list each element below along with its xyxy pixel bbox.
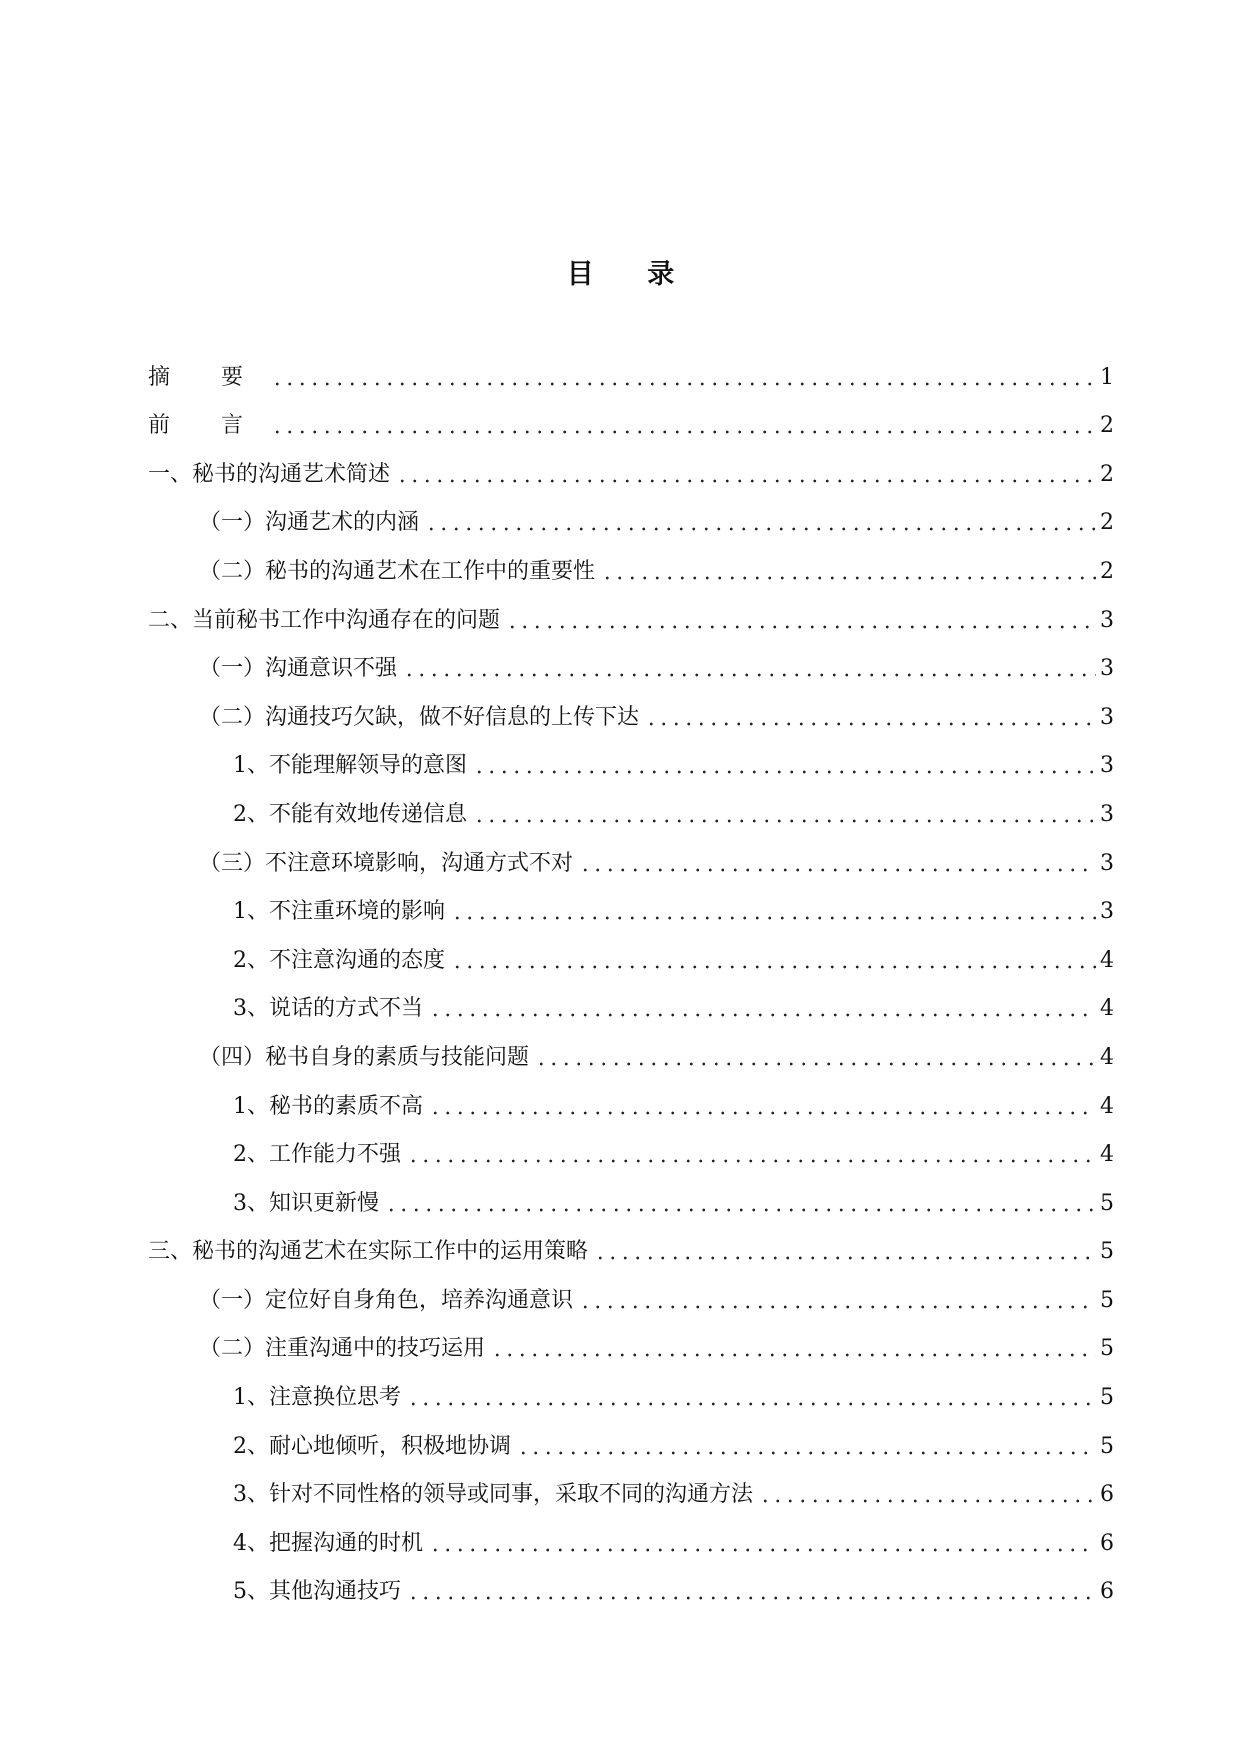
toc-entry-label: （三）不注意环境影响，沟通方式不对 (199, 850, 574, 876)
toc-entry-page-number: 4 (1100, 996, 1114, 1022)
toc-entry-label: （二）沟通技巧欠缺，做不好信息的上传下达 (199, 704, 640, 730)
toc-entry-label: （二）注重沟通中的技巧运用 (199, 1336, 486, 1362)
toc-entry-page-number: 5 (1100, 1239, 1114, 1265)
toc-entry[interactable] (148, 1122, 1114, 1171)
toc-entry-page-number: 5 (1100, 1287, 1114, 1313)
toc-entry[interactable] (148, 538, 1114, 587)
toc-entry-label: （四）秘书自身的素质与技能问题 (199, 1044, 530, 1070)
toc-entry-page-number: 6 (1100, 1530, 1114, 1556)
toc-entry-label: 三、秘书的沟通艺术在实际工作中的运用策略 (148, 1239, 589, 1265)
toc-entry[interactable] (148, 490, 1114, 539)
toc-leader-dots (645, 721, 1096, 727)
toc-leader-dots (407, 1401, 1096, 1407)
toc-entry[interactable] (148, 1413, 1114, 1462)
toc-entry-page-number: 4 (1100, 1093, 1114, 1119)
toc-entry-page-number: 5 (1100, 1433, 1114, 1459)
toc-leader-dots (451, 964, 1096, 970)
toc-entry[interactable] (148, 1316, 1114, 1365)
toc-entry-page-number: 3 (1100, 850, 1114, 876)
toc-entry-page-number: 3 (1100, 899, 1114, 925)
toc-entry-label: 一、秘书的沟通艺术简述 (148, 461, 391, 487)
toc-entry-label: （一）定位好自身角色，培养沟通意识 (199, 1287, 574, 1313)
toc-leader-dots (271, 429, 1096, 435)
toc-leader-dots (396, 478, 1096, 484)
toc-leader-dots (594, 1255, 1096, 1261)
toc-entry-label: 2、工作能力不强 (233, 1142, 401, 1168)
toc-entry-page-number: 3 (1100, 607, 1114, 633)
toc-entry-label: 3、说话的方式不当 (233, 996, 423, 1022)
toc-entry-page-number: 2 (1100, 461, 1114, 487)
toc-entry-page-number: 4 (1100, 1044, 1114, 1070)
toc-entry[interactable] (148, 879, 1114, 928)
toc-leader-dots (403, 672, 1096, 678)
toc-entry[interactable] (148, 587, 1114, 636)
toc-entry[interactable] (148, 684, 1114, 733)
toc-leader-dots (506, 624, 1096, 630)
toc-entry[interactable] (148, 1073, 1114, 1122)
toc-entry[interactable] (148, 393, 1114, 442)
toc-leader-dots (759, 1498, 1096, 1504)
toc-entry[interactable] (148, 976, 1114, 1025)
toc-entry-label: 2、不注意沟通的态度 (233, 947, 445, 973)
toc-entry-label: （二）秘书的沟通艺术在工作中的重要性 (199, 558, 596, 584)
toc-entry-label: （一）沟通艺术的内涵 (199, 510, 420, 536)
toc-entry[interactable] (148, 781, 1114, 830)
toc-entry[interactable] (148, 733, 1114, 782)
toc-entry-label: 1、注意换位思考 (233, 1385, 401, 1411)
toc-entry[interactable] (148, 1364, 1114, 1413)
toc-entry-label: 2、不能有效地传递信息 (233, 801, 467, 827)
toc-entry-page-number: 3 (1100, 801, 1114, 827)
toc-leader-dots (535, 1061, 1096, 1067)
toc-entry-page-number: 2 (1100, 413, 1114, 439)
toc-entry[interactable] (148, 1462, 1114, 1511)
toc-entry[interactable] (148, 1510, 1114, 1559)
toc-entry[interactable] (148, 927, 1114, 976)
toc-entry-page-number: 2 (1100, 510, 1114, 536)
toc-leader-dots (271, 381, 1096, 387)
toc-entry-label: 2、耐心地倾听，积极地协调 (233, 1433, 511, 1459)
toc-entry[interactable] (148, 344, 1114, 393)
toc-leader-dots (517, 1450, 1096, 1456)
toc-leader-dots (451, 915, 1096, 921)
toc-entry[interactable] (148, 441, 1114, 490)
toc-leader-dots (579, 867, 1096, 873)
toc-leader-dots (429, 1012, 1096, 1018)
toc-entry-page-number: 2 (1100, 558, 1114, 584)
toc-leader-dots (385, 1207, 1096, 1213)
toc-leader-dots (601, 575, 1096, 581)
toc-entry[interactable] (148, 1267, 1114, 1316)
toc-entry[interactable] (148, 1219, 1114, 1268)
toc-leader-dots (407, 1595, 1096, 1601)
toc-entry-page-number: 1 (1100, 364, 1114, 390)
toc-entry-page-number: 3 (1100, 753, 1114, 779)
toc-entry-page-number: 6 (1100, 1482, 1114, 1508)
toc-entry[interactable] (148, 1170, 1114, 1219)
toc-leader-dots (425, 526, 1096, 532)
toc-entry-label: 1、不注重环境的影响 (233, 899, 445, 925)
toc-entry-label: 3、知识更新慢 (233, 1190, 379, 1216)
toc-leader-dots (473, 769, 1096, 775)
toc-leader-dots (429, 1110, 1096, 1116)
toc-entry-label: 摘 要 (148, 364, 265, 390)
toc-leader-dots (407, 1158, 1096, 1164)
toc-entry-page-number: 3 (1100, 656, 1114, 682)
toc-entry-page-number: 5 (1100, 1385, 1114, 1411)
toc-leader-dots (579, 1304, 1096, 1310)
toc-entry[interactable] (148, 1024, 1114, 1073)
toc-entry-label: 5、其他沟通技巧 (233, 1579, 401, 1605)
page-title: 目 录 (566, 259, 697, 290)
toc-entry-label: 3、针对不同性格的领导或同事，采取不同的沟通方法 (233, 1482, 753, 1508)
toc-entry[interactable] (148, 830, 1114, 879)
toc-entry-label: 4、把握沟通的时机 (233, 1530, 423, 1556)
toc-leader-dots (429, 1547, 1096, 1553)
toc-entry-label: （一）沟通意识不强 (199, 656, 398, 682)
toc-entry-page-number: 4 (1100, 1142, 1114, 1168)
toc-leader-dots (473, 818, 1096, 824)
toc-entry-page-number: 3 (1100, 704, 1114, 730)
table-of-contents (148, 344, 1114, 1607)
toc-entry-page-number: 5 (1100, 1190, 1114, 1216)
toc-entry-page-number: 4 (1100, 947, 1114, 973)
toc-entry[interactable] (148, 636, 1114, 685)
toc-entry-page-number: 5 (1100, 1336, 1114, 1362)
toc-entry-label: 1、不能理解领导的意图 (233, 753, 467, 779)
toc-entry-label: 1、秘书的素质不高 (233, 1093, 423, 1119)
toc-entry-page-number: 6 (1100, 1579, 1114, 1605)
toc-entry-label: 前 言 (148, 413, 265, 439)
toc-entry-label: 二、当前秘书工作中沟通存在的问题 (148, 607, 501, 633)
toc-entry[interactable] (148, 1559, 1114, 1608)
toc-leader-dots (491, 1352, 1096, 1358)
